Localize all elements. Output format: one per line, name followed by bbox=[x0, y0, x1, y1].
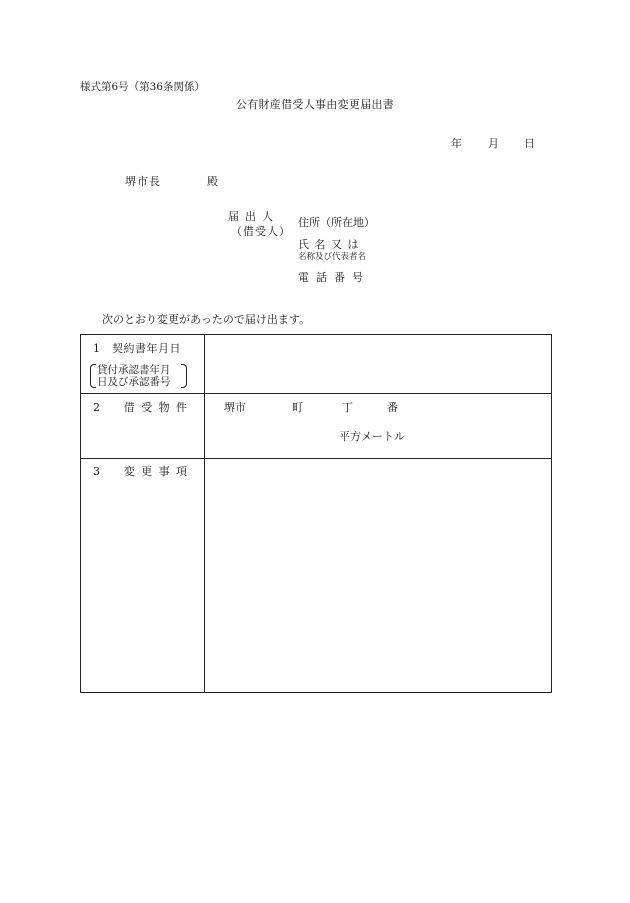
phone-label: 電話番号 bbox=[298, 271, 370, 284]
notifier-sub-label: （借受人） bbox=[231, 225, 291, 238]
row-sublabel-line1: 貸付承認書年月 bbox=[97, 364, 171, 376]
change-table bbox=[80, 334, 552, 693]
property-chome-label: 丁 bbox=[342, 401, 353, 414]
table-row-leased-property bbox=[81, 394, 551, 459]
table-row-contract-date bbox=[81, 335, 551, 394]
address-label: 住所（所在地） bbox=[298, 216, 375, 229]
name-label: 氏名又は bbox=[298, 238, 364, 251]
form-number: 様式第6号（第36条関係） bbox=[80, 81, 206, 93]
date-month-label: 月 bbox=[488, 137, 499, 150]
table-row-change-items bbox=[81, 459, 551, 692]
date-year-label: 年 bbox=[451, 137, 462, 150]
property-city-label: 堺市 bbox=[224, 401, 246, 414]
date-day-label: 日 bbox=[524, 137, 535, 150]
addressee-honorific: 殿 bbox=[207, 175, 218, 188]
notifier-label: 届出人 bbox=[228, 210, 279, 223]
property-town-label: 町 bbox=[292, 401, 303, 414]
intro-text: 次のとおり変更があったので届け出ます。 bbox=[102, 313, 311, 326]
addressee-name: 堺市長 bbox=[125, 175, 161, 188]
document-title: 公有財産借受人事由変更届出書 bbox=[235, 98, 395, 111]
name-sub-label: 名称及び代表者名 bbox=[298, 252, 367, 262]
row-sublabel-line2: 日及び承認番号 bbox=[97, 376, 171, 388]
row-label-contract-date: 1 契約書年月日 bbox=[93, 342, 181, 355]
row-label-leased-property: 2 借受物件 bbox=[93, 401, 194, 414]
property-ban-label: 番 bbox=[387, 401, 398, 414]
property-area-unit: 平方メートル bbox=[339, 430, 405, 443]
row-label-change-items: 3 変更事項 bbox=[93, 465, 194, 478]
